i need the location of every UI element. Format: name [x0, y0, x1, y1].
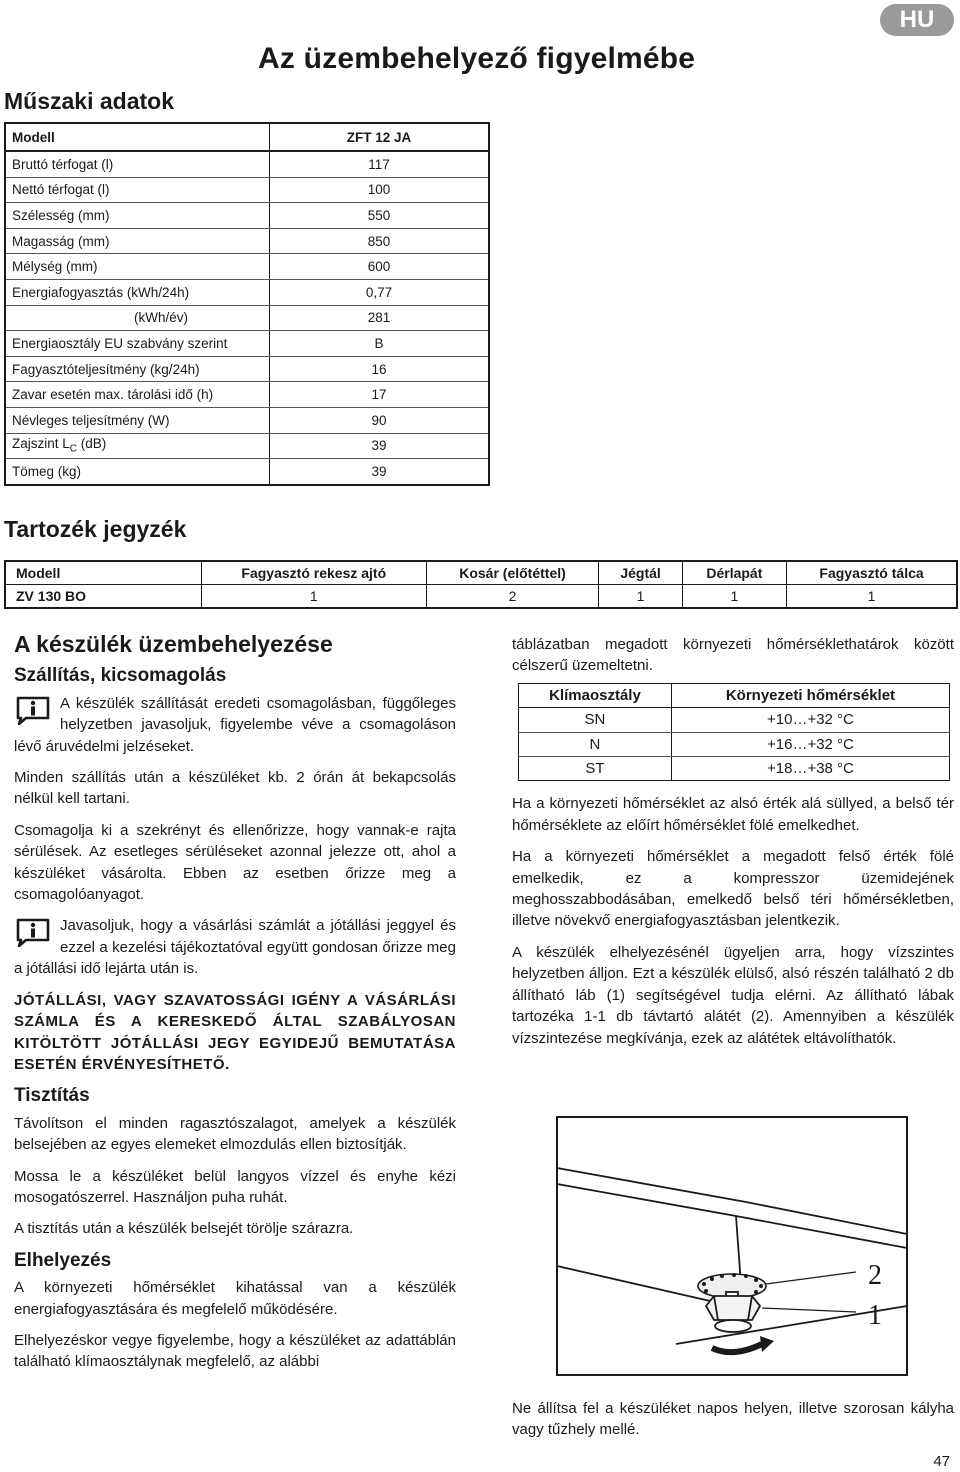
- table-row: [5, 279, 489, 305]
- leveling-foot-illustration: [556, 1116, 908, 1376]
- spec-header-value: ZFT 12 JA: [270, 123, 490, 151]
- spec-value: 117: [270, 151, 490, 177]
- table-row: [5, 382, 489, 408]
- table-row: [5, 151, 489, 177]
- warranty-paragraph: JÓTÁLLÁSI, VAGY SZAVATOSSÁGI IGÉNY A VÁSÁRLÁSI SZÁMLA ÉS A KERESKEDŐ ÁLTAL SZABÁLYOSAN KITÖLTÖTT JÓTÁLLÁSI JEGY EGYIDEJŰ BEMUTATÁSA ESETÉN ÉRVÉNYESÍTHETŐ.: [14, 991, 456, 1073]
- spec-value: 90: [270, 407, 490, 433]
- table-row: [5, 585, 957, 609]
- spec-header-label: Modell: [5, 123, 270, 151]
- acc-header: Modell: [5, 561, 202, 585]
- clean-heading: Tisztítás: [14, 1085, 90, 1107]
- invoice-text: Javasoljuk, hogy a vásárlási számlát a jótállási jeggyel és ezzel a kezelési tájékoztatóval együtt gondosan őrizze meg a jótállási idő lejárta után is.: [14, 917, 456, 978]
- spec-label: Fagyasztóteljesítmény (kg/24h): [5, 356, 270, 382]
- noise-label: Zajszint L: [12, 436, 70, 452]
- table-row: [5, 459, 489, 485]
- accessories-table: [4, 560, 958, 609]
- spec-value: 0,77: [270, 279, 490, 305]
- table-row: [5, 407, 489, 433]
- left-column: [14, 631, 456, 1383]
- table-row: [5, 331, 489, 357]
- table-row: [5, 561, 957, 585]
- spec-value: 16: [270, 356, 490, 382]
- acc-cell: 1: [599, 585, 682, 609]
- page-title: Az üzembehelyező figyelmébe: [258, 42, 696, 75]
- acc-header: Fagyasztó rekesz ajtó: [202, 561, 427, 585]
- invoice-paragraph: [14, 915, 456, 979]
- right-column: [512, 634, 954, 1059]
- climate-intro: táblázatban megadott környezeti hőmérséklethatárok között célszerű üzemeltetni.: [512, 636, 954, 675]
- sun-paragraph-wrap: [512, 1398, 954, 1451]
- spec-label: Zavar esetén max. tárolási idő (h): [5, 382, 270, 408]
- spec-value: 39: [270, 433, 490, 459]
- acc-header: Dérlapát: [682, 561, 786, 585]
- callout-1: 1: [868, 1300, 882, 1331]
- spec-label: Névleges teljesítmény (W): [5, 407, 270, 433]
- acc-cell: 1: [682, 585, 786, 609]
- accessories-title: Tartozék jegyzék: [4, 516, 187, 542]
- spec-value: 550: [270, 203, 490, 229]
- spec-value: 17: [270, 382, 490, 408]
- high-temp-paragraph: Ha a környezeti hőmérséklet a megadott felső érték fölé emelkedik, ez a kompresszor üzemidejének meghosszabbodásában, emelkedő belső téri hőmérsékletben, illetve növekvő energiafogyasztásban jelentkezik.: [512, 848, 954, 930]
- unpack-paragraph: Csomagolja ki a szekrényt és ellenőrizze, hogy vannak-e rajta sérülések. Az esetleges sérüléseket azonnal jelezze ott, ahol a készüléket vásárolta. Ebben az esetben őrizze meg a csomagolóanyagot.: [14, 821, 456, 904]
- spec-label: Energiafogyasztás (kWh/24h): [5, 279, 270, 305]
- table-row: [5, 356, 489, 382]
- clean-paragraph-1: Távolítson el minden ragasztószalagot, amelyek a készülék belsejében az egyes elemeket elmozdulás ellen biztosítják.: [14, 1114, 456, 1154]
- place-heading: Elhelyezés: [14, 1249, 112, 1271]
- clean-paragraph-3: A tisztítás után a készülék belsejét törölje szárazra.: [14, 1220, 354, 1238]
- table-row: [519, 757, 950, 781]
- spec-value: 600: [270, 254, 490, 280]
- install-heading: A készülék üzembehelyezése: [14, 631, 333, 657]
- climate-table: [518, 683, 950, 782]
- page-number: 47: [933, 1453, 950, 1470]
- spec-label: Mélység (mm): [5, 254, 270, 280]
- place-paragraph-1: A környezeti hőmérséklet kihatással van a készülék energiafogyasztására és megfelelő működésére.: [14, 1279, 456, 1318]
- language-badge: HU: [880, 4, 954, 36]
- spec-label: Bruttó térfogat (l): [5, 151, 270, 177]
- climate-class: N: [519, 732, 672, 756]
- acc-cell: 1: [787, 585, 957, 609]
- spec-table: [4, 122, 490, 486]
- spec-value: 39: [270, 459, 490, 485]
- transport-paragraph: [14, 693, 456, 757]
- table-row: [5, 228, 489, 254]
- place-paragraph-2: Elhelyezéskor vegye figyelembe, hogy a készüléket az adattáblán található klímaosztálynak megfelelő, az alábbi: [14, 1331, 456, 1371]
- transport-heading: Szállítás, kicsomagolás: [14, 665, 227, 687]
- climate-class: SN: [519, 708, 672, 732]
- spec-value: 850: [270, 228, 490, 254]
- noise-subscript: C: [69, 444, 78, 456]
- acc-cell: 1: [202, 585, 427, 609]
- callout-2: 2: [868, 1260, 882, 1291]
- table-row: [519, 683, 950, 707]
- info-icon: [14, 695, 52, 725]
- spec-label: Tömeg (kg): [12, 463, 82, 479]
- spec-label: (kWh/év): [5, 305, 270, 331]
- spec-label: Energiaosztály EU szabvány szerint: [5, 331, 270, 357]
- table-row: [5, 123, 489, 151]
- spec-label: Nettó térfogat (l): [5, 177, 270, 203]
- spec-value: 100: [270, 177, 490, 203]
- spec-label: Magasság (mm): [5, 228, 270, 254]
- table-row: [5, 305, 489, 331]
- acc-cell: 2: [426, 585, 599, 609]
- acc-header: Fagyasztó tálca: [787, 561, 957, 585]
- table-row: [5, 433, 489, 459]
- climate-range: +16…+32 °C: [671, 732, 949, 756]
- climate-range: +10…+32 °C: [671, 708, 949, 732]
- noise-unit: (dB): [77, 436, 107, 452]
- sun-paragraph: Ne állítsa fel a készüléket napos helyen, illetve szorosan kályha vagy tűzhely mellé.: [512, 1400, 954, 1439]
- climate-header: Klímaosztály: [519, 683, 672, 707]
- leveling-paragraph: A készülék elhelyezésénél ügyeljen arra, hogy vízszintes helyzetben álljon. Ezt a készülék elülső, alsó részén található 2 db állítható láb (1) segítségével tudja elérni. Az állítható lábak tartozéka 1-1 db távtartó alátét (2). Amennyiben a készülék vízszintezése megkívánja, ezek az alátétek eltávolíthatók.: [512, 943, 954, 1047]
- table-row: [5, 254, 489, 280]
- spec-label: Szélesség (mm): [5, 203, 270, 229]
- low-temp-paragraph: Ha a környezeti hőmérséklet az alsó érték alá süllyed, a belső tér hőmérséklete az előírt hőmérséklet fölé emelkedhet.: [512, 795, 954, 834]
- climate-header: Környezeti hőmérséklet: [671, 683, 949, 707]
- table-row: [5, 177, 489, 203]
- spec-title: Műszaki adatok: [4, 88, 174, 114]
- spec-value: B: [270, 331, 490, 357]
- acc-header: Jégtál: [599, 561, 682, 585]
- climate-class: ST: [585, 760, 605, 778]
- info-icon: [14, 917, 52, 947]
- acc-header: Kosár (előtéttel): [426, 561, 599, 585]
- table-row: [519, 732, 950, 756]
- transport-text: A készülék szállítását eredeti csomagolásban, függőleges helyzetben javasoljuk, figyelembe véve a csomagoláson lévő áruvédelmi jelzéseket.: [14, 694, 456, 755]
- spec-value: 281: [270, 305, 490, 331]
- wait-paragraph: Minden szállítás után a készüléket kb. 2 órán át bekapcsolás nélkül kell tartani.: [14, 769, 456, 808]
- table-row: [5, 203, 489, 229]
- acc-cell: ZV 130 BO: [16, 588, 87, 604]
- climate-range: +18…+38 °C: [671, 757, 949, 781]
- table-row: [519, 708, 950, 732]
- spec-label: [5, 433, 270, 459]
- clean-paragraph-2: Mossa le a készüléket belül langyos vízzel és enyhe kézi mosogatószerrel. Használjon puha ruhát.: [14, 1167, 456, 1206]
